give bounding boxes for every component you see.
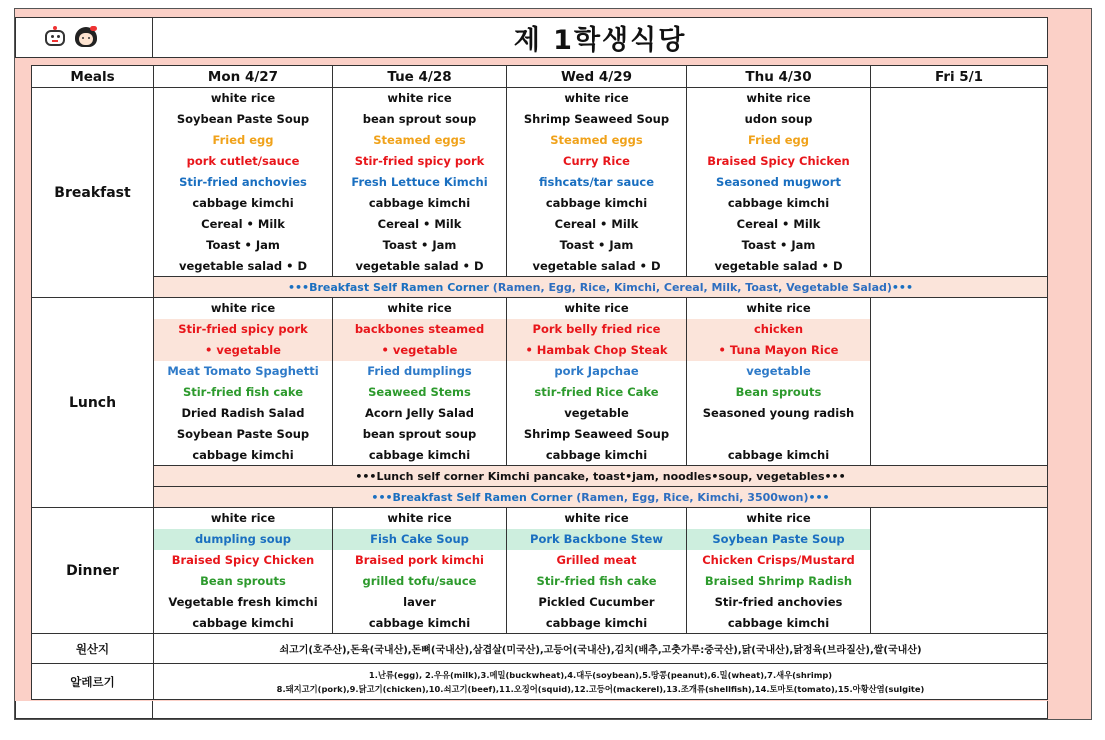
menu-item: laver (333, 592, 507, 613)
menu-item: Toast • Jam (687, 235, 871, 256)
menu-item: Shrimp Seaweed Soup (507, 109, 687, 130)
lunch-self-corner-banner-row (32, 466, 1048, 487)
menu-item: Fried dumplings (333, 361, 507, 382)
lunch-ramen-banner-detail: (Ramen, Egg, Rice, Kimchi, 3500won) (576, 490, 809, 504)
lunch-row (32, 445, 1048, 466)
menu-item: vegetable (507, 403, 687, 424)
breakfast-ramen-banner-row (32, 277, 1048, 298)
menu-item: Stir-fried fish cake (154, 382, 333, 403)
menu-item: Shrimp Seaweed Soup (507, 424, 687, 445)
menu-item: Fried egg (154, 130, 333, 151)
lunch-ramen-banner-prefix: •••Breakfast Self Ramen Corner (371, 490, 577, 504)
menu-item: Seasoned mugwort (687, 172, 871, 193)
breakfast-row (32, 256, 1048, 277)
menu-item: bean sprout soup (333, 109, 507, 130)
breakfast-ramen-banner (154, 277, 1048, 298)
menu-item: vegetable salad • D (333, 256, 507, 277)
menu-item: Grilled meat (507, 550, 687, 571)
menu-item: Toast • Jam (333, 235, 507, 256)
menu-item: cabbage kimchi (154, 613, 333, 634)
menu-item: • Tuna Mayon Rice (687, 340, 871, 361)
lunch-ramen-banner (154, 487, 1048, 508)
menu-item: Soybean Paste Soup (154, 109, 333, 130)
menu-item (871, 214, 1048, 235)
menu-item: Stir-fried anchovies (154, 172, 333, 193)
breakfast-row (32, 109, 1048, 130)
dinner-label: Dinner (32, 508, 154, 634)
menu-item: Fried egg (687, 130, 871, 151)
menu-item: Cereal • Milk (507, 214, 687, 235)
allergy-row (32, 664, 1048, 700)
menu-item: white rice (507, 508, 687, 529)
menu-item: Stir-fried spicy pork (154, 319, 333, 340)
menu-item: • Hambak Chop Steak (507, 340, 687, 361)
menu-item (871, 382, 1048, 403)
menu-item: white rice (507, 88, 687, 109)
allergy-text (154, 664, 1048, 700)
menu-item (871, 403, 1048, 424)
lunch-row (32, 340, 1048, 361)
origin-label: 원산지 (32, 634, 154, 664)
allergy-label: 알레르기 (32, 664, 154, 700)
menu-item: vegetable (687, 361, 871, 382)
menu-item (871, 361, 1048, 382)
menu-item: white rice (687, 298, 871, 319)
menu-item: Braised Spicy Chicken (154, 550, 333, 571)
dinner-row (32, 571, 1048, 592)
menu-item: cabbage kimchi (154, 445, 333, 466)
menu-item: cabbage kimchi (507, 193, 687, 214)
menu-item: Braised Shrimp Radish (687, 571, 871, 592)
menu-item (687, 424, 871, 445)
menu-item (871, 424, 1048, 445)
day-header-fri: Fri 5/1 (871, 66, 1048, 88)
menu-item: Curry Rice (507, 151, 687, 172)
menu-item: • vegetable (154, 340, 333, 361)
footer-blank-row (15, 701, 1048, 719)
lunch-row (32, 361, 1048, 382)
menu-item (871, 529, 1048, 550)
lunch-ramen-banner-row (32, 487, 1048, 508)
menu-item: Chicken Crisps/Mustard (687, 550, 871, 571)
menu-item (871, 130, 1048, 151)
menu-item (871, 151, 1048, 172)
menu-item: Pork Backbone Stew (507, 529, 687, 550)
menu-item: Fish Cake Soup (333, 529, 507, 550)
menu-item: grilled tofu/sauce (333, 571, 507, 592)
breakfast-row (32, 235, 1048, 256)
menu-item: Toast • Jam (507, 235, 687, 256)
menu-item: stir-fried Rice Cake (507, 382, 687, 403)
menu-item: udon soup (687, 109, 871, 130)
menu-item: white rice (154, 88, 333, 109)
page-title: 제 1학생식당 (153, 17, 1048, 58)
lunch-row (32, 319, 1048, 340)
header (15, 17, 1048, 58)
breakfast-row (32, 88, 1048, 109)
lunch-self-corner-banner-text: •••Lunch self corner Kimchi pancake, toast•jam, noodles•soup, vegetables••• (355, 469, 846, 483)
allergy-line-2: 8.돼지고기(pork),9.닭고기(chicken),10.쇠고기(beef),11.오징어(squid),12.고등어(mackerel),13.조개류(shellfish),14.토마토(tomato),15.아황산염(sulgite) (276, 683, 925, 694)
menu-item: cabbage kimchi (687, 193, 871, 214)
menu-item: cabbage kimchi (687, 445, 871, 466)
menu-item: white rice (333, 298, 507, 319)
menu-item (871, 571, 1048, 592)
breakfast-ramen-banner-prefix: •••Breakfast Self Ramen Corner (288, 280, 493, 294)
day-header-wed: Wed 4/29 (507, 66, 687, 88)
breakfast-row (32, 214, 1048, 235)
menu-item: Meat Tomato Spaghetti (154, 361, 333, 382)
menu-item: Soybean Paste Soup (687, 529, 871, 550)
menu-item: cabbage kimchi (507, 445, 687, 466)
breakfast-row (32, 151, 1048, 172)
menu-item: backbones steamed (333, 319, 507, 340)
menu-item: Fresh Lettuce Kimchi (333, 172, 507, 193)
menu-item: Seaweed Stems (333, 382, 507, 403)
lunch-label: Lunch (32, 298, 154, 508)
menu-item: Steamed eggs (333, 130, 507, 151)
menu-item (871, 235, 1048, 256)
menu-item (871, 256, 1048, 277)
menu-item: Dried Radish Salad (154, 403, 333, 424)
lunch-row (32, 382, 1048, 403)
menu-item (871, 592, 1048, 613)
menu-item: pork Japchae (507, 361, 687, 382)
menu-item: white rice (333, 508, 507, 529)
menu-item: Bean sprouts (154, 571, 333, 592)
menu-item: cabbage kimchi (687, 613, 871, 634)
menu-item: Stir-fried fish cake (507, 571, 687, 592)
menu-item: Pork belly fried rice (507, 319, 687, 340)
breakfast-row (32, 193, 1048, 214)
menu-item: cabbage kimchi (507, 613, 687, 634)
menu-item: dumpling soup (154, 529, 333, 550)
menu-item (871, 298, 1048, 319)
lunch-self-corner-banner (154, 466, 1048, 487)
dinner-row (32, 529, 1048, 550)
breakfast-row (32, 130, 1048, 151)
allergy-line-1: 1.난류(egg), 2.우유(milk),3.메밀(buckwheat),4.대두(soybean),5.땅콩(peanut),6.밀(wheat),7.새우(shrimp) (368, 669, 833, 680)
menu-item: Soybean Paste Soup (154, 424, 333, 445)
menu-item: Stir-fried anchovies (687, 592, 871, 613)
header-row (32, 66, 1048, 88)
day-header-mon: Mon 4/27 (154, 66, 333, 88)
menu-item: white rice (333, 88, 507, 109)
menu-item: Acorn Jelly Salad (333, 403, 507, 424)
girl-icon (73, 26, 99, 50)
menu-item: Bean sprouts (687, 382, 871, 403)
menu-item (871, 445, 1048, 466)
day-header-tue: Tue 4/28 (333, 66, 507, 88)
menu-item: Pickled Cucumber (507, 592, 687, 613)
dinner-row (32, 550, 1048, 571)
logo-area (15, 17, 153, 58)
breakfast-row (32, 172, 1048, 193)
dinner-row (32, 613, 1048, 634)
menu-item: white rice (154, 298, 333, 319)
menu-item: fishcats/tar sauce (507, 172, 687, 193)
menu-item: cabbage kimchi (333, 445, 507, 466)
menu-item: Cereal • Milk (154, 214, 333, 235)
menu-item: cabbage kimchi (333, 613, 507, 634)
menu-item (871, 319, 1048, 340)
menu-item: vegetable salad • D (507, 256, 687, 277)
menu-item: white rice (687, 88, 871, 109)
menu-item: white rice (154, 508, 333, 529)
menu-item (871, 340, 1048, 361)
menu-item (871, 88, 1048, 109)
robot-icon (42, 26, 68, 50)
breakfast-ramen-banner-suffix: ••• (891, 280, 913, 294)
origin-row (32, 634, 1048, 664)
menu-item: vegetable salad • D (687, 256, 871, 277)
menu-item: Seasoned young radish (687, 403, 871, 424)
menu-item: pork cutlet/sauce (154, 151, 333, 172)
lunch-ramen-banner-suffix: ••• (808, 490, 830, 504)
menu-item: vegetable salad • D (154, 256, 333, 277)
menu-item (871, 193, 1048, 214)
menu-item (871, 172, 1048, 193)
menu-item: bean sprout soup (333, 424, 507, 445)
menu-item: Cereal • Milk (333, 214, 507, 235)
origin-text: 쇠고기(호주산),돈육(국내산),돈뼈(국내산),삼겹살(미국산),고등어(국내산),김치(배추,고춧가루:중국산),닭(국내산),닭정육(브라질산),쌀(국내산) (154, 634, 1048, 664)
menu-item: • vegetable (333, 340, 507, 361)
menu-item: cabbage kimchi (333, 193, 507, 214)
menu-item (871, 508, 1048, 529)
menu-item (871, 613, 1048, 634)
menu-item: Toast • Jam (154, 235, 333, 256)
menu-item: Cereal • Milk (687, 214, 871, 235)
menu-item: cabbage kimchi (154, 193, 333, 214)
menu-item: white rice (507, 298, 687, 319)
breakfast-ramen-banner-detail: (Ramen, Egg, Rice, Kimchi, Cereal, Milk, Toast, Vegetable Salad) (492, 280, 892, 294)
menu-table (31, 65, 1048, 700)
lunch-row (32, 424, 1048, 445)
lunch-row (32, 298, 1048, 319)
dinner-row (32, 508, 1048, 529)
menu-item: Stir-fried spicy pork (333, 151, 507, 172)
lunch-row (32, 403, 1048, 424)
menu-item (871, 109, 1048, 130)
day-header-thu: Thu 4/30 (687, 66, 871, 88)
menu-item: Steamed eggs (507, 130, 687, 151)
menu-item: Braised pork kimchi (333, 550, 507, 571)
menu-item: white rice (687, 508, 871, 529)
menu-item: Braised Spicy Chicken (687, 151, 871, 172)
menu-item: chicken (687, 319, 871, 340)
menu-item (871, 550, 1048, 571)
meals-header: Meals (32, 66, 154, 88)
dinner-row (32, 592, 1048, 613)
breakfast-label: Breakfast (32, 88, 154, 298)
menu-item: Vegetable fresh kimchi (154, 592, 333, 613)
